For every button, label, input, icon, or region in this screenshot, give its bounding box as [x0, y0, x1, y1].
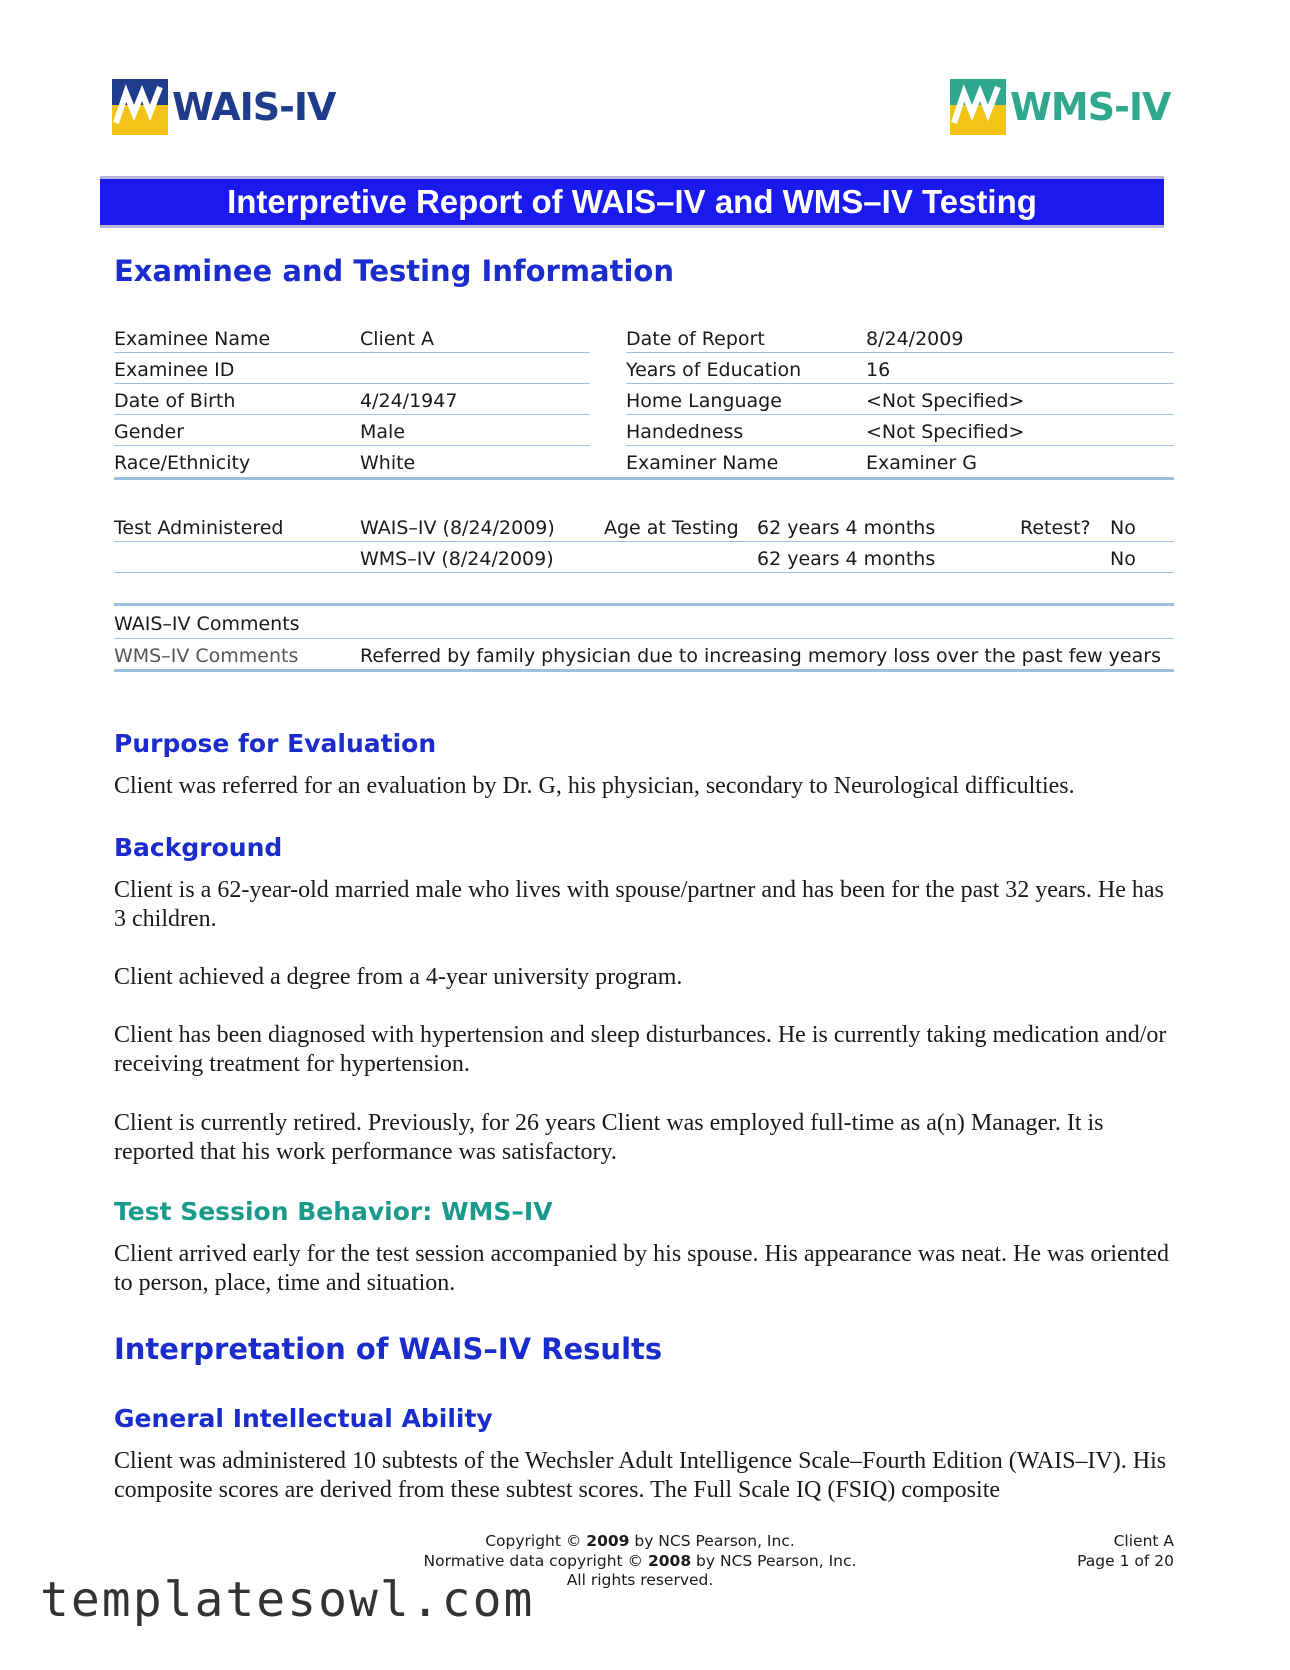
age-at-testing-label: Age at Testing	[604, 517, 739, 539]
info-row	[114, 417, 1174, 448]
divider	[114, 572, 1174, 573]
copyright-text: Normative data copyright ©	[423, 1551, 648, 1570]
comment-row	[114, 609, 1174, 639]
info-label: Handedness	[626, 421, 744, 443]
copyright-year: 2008	[647, 1551, 692, 1570]
background-paragraph: Client has been diagnosed with hypertension and sleep disturbances. He is currently taking medication and/or receiving treatment for hypertension.	[114, 1022, 1167, 1077]
examinee-heading: Examinee and Testing Information	[114, 254, 674, 288]
copyright-year: 2009	[586, 1532, 630, 1550]
info-value: 16	[866, 359, 891, 381]
test-age: 62 years 4 months	[757, 517, 936, 539]
info-value: <Not Specified>	[866, 421, 1025, 443]
background-paragraph: Client is a 62-year-old married male who lives with spouse/partner and has been for the past 32 years. He has 3 children.	[114, 877, 1164, 932]
info-value: Male	[360, 421, 406, 443]
section-rule	[114, 477, 1174, 480]
watermark: templatesowl.com	[40, 1572, 535, 1628]
wms-comments-value: Referred by family physician due to increasing memory loss over the past few years	[360, 645, 1161, 667]
divider	[626, 445, 1174, 446]
info-label: Gender	[114, 421, 185, 443]
behavior-paragraph: Client arrived early for the test session accompanied by his spouse. His appearance was neat. He was oriented to person, place, time and situation.	[114, 1241, 1169, 1296]
divider	[114, 638, 1174, 639]
info-value: Client A	[360, 328, 435, 350]
test-administered-label: Test Administered	[114, 517, 284, 539]
examinee-info-table	[114, 324, 1174, 479]
divider	[626, 414, 1174, 415]
wais-comments-label: WAIS–IV Comments	[114, 613, 300, 635]
page-info	[1000, 1532, 1174, 1571]
retest-label: Retest?	[1020, 517, 1091, 539]
wms-logo-icon	[950, 79, 1006, 135]
info-value: White	[360, 452, 416, 474]
copyright-text: by NCS Pearson, Inc.	[629, 1532, 795, 1550]
wms-logo	[950, 72, 1170, 142]
info-row	[114, 386, 1174, 417]
footer-client: Client A	[1113, 1532, 1174, 1550]
info-label: Date of Report	[626, 328, 765, 350]
general-ability-heading: General Intellectual Ability	[114, 1404, 493, 1433]
info-value: Examiner G	[866, 452, 977, 474]
section-rule	[114, 669, 1174, 672]
purpose-heading: Purpose for Evaluation	[114, 729, 437, 758]
test-row	[114, 513, 1174, 543]
interpretation-heading: Interpretation of WAIS–IV Results	[114, 1332, 663, 1366]
copyright-line	[380, 1532, 900, 1552]
info-label: Years of Education	[626, 359, 802, 381]
behavior-heading: Test Session Behavior: WMS–IV	[114, 1197, 553, 1226]
wais-logo-text: WAIS-IV	[172, 85, 336, 129]
retest-value: No	[1110, 548, 1136, 570]
divider	[626, 383, 1174, 384]
report-title: Interpretive Report of WAIS–IV and WMS–IV Testing	[227, 183, 1037, 220]
info-row	[114, 355, 1174, 386]
purpose-paragraph: Client was referred for an evaluation by Dr. G, his physician, secondary to Neurological difficulties.	[114, 773, 1075, 799]
divider	[114, 414, 590, 415]
background-heading: Background	[114, 833, 283, 862]
test-row	[114, 544, 1174, 574]
background-paragraph: Client is currently retired. Previously, for 26 years Client was employed full-time as a(n) Manager. It is reported that his work performance was satisfactory.	[114, 1110, 1104, 1165]
test-name: WAIS–IV (8/24/2009)	[360, 517, 555, 539]
general-ability-paragraph: Client was administered 10 subtests of the Wechsler Adult Intelligence Scale–Fourth Edition (WAIS–IV). His composite scores are derived from these subtest scores. The Full Scale IQ (FSIQ) composite	[114, 1448, 1167, 1503]
retest-value: No	[1110, 517, 1136, 539]
divider	[114, 445, 590, 446]
background-paragraph: Client achieved a degree from a 4-year university program.	[114, 964, 683, 990]
section-rule	[114, 603, 1174, 606]
copyright-text: Copyright ©	[485, 1532, 587, 1550]
wais-logo	[112, 72, 335, 142]
info-value: 4/24/1947	[360, 390, 458, 412]
test-name: WMS–IV (8/24/2009)	[360, 548, 554, 570]
divider	[114, 383, 590, 384]
info-label: Date of Birth	[114, 390, 236, 412]
info-row	[114, 324, 1174, 355]
divider	[114, 541, 1174, 542]
normative-line	[380, 1552, 900, 1572]
comment-row	[114, 641, 1174, 671]
divider	[114, 352, 590, 353]
page-number: Page 1 of 20	[1077, 1551, 1174, 1570]
wms-logo-text: WMS-IV	[1010, 85, 1171, 129]
info-label: Examinee Name	[114, 328, 271, 350]
info-value: 8/24/2009	[866, 328, 964, 350]
rights-line: All rights reserved.	[566, 1571, 714, 1589]
divider	[626, 352, 1174, 353]
report-title-banner	[100, 176, 1164, 228]
info-label: Race/Ethnicity	[114, 452, 251, 474]
wais-logo-icon	[112, 79, 168, 135]
info-label: Examiner Name	[626, 452, 779, 474]
info-value: <Not Specified>	[866, 390, 1025, 412]
test-age: 62 years 4 months	[757, 548, 936, 570]
copyright-text: by NCS Pearson, Inc.	[691, 1551, 857, 1570]
info-label: Home Language	[626, 390, 782, 412]
info-label: Examinee ID	[114, 359, 235, 381]
wms-comments-label: WMS–IV Comments	[114, 645, 299, 667]
info-row	[114, 448, 1174, 479]
